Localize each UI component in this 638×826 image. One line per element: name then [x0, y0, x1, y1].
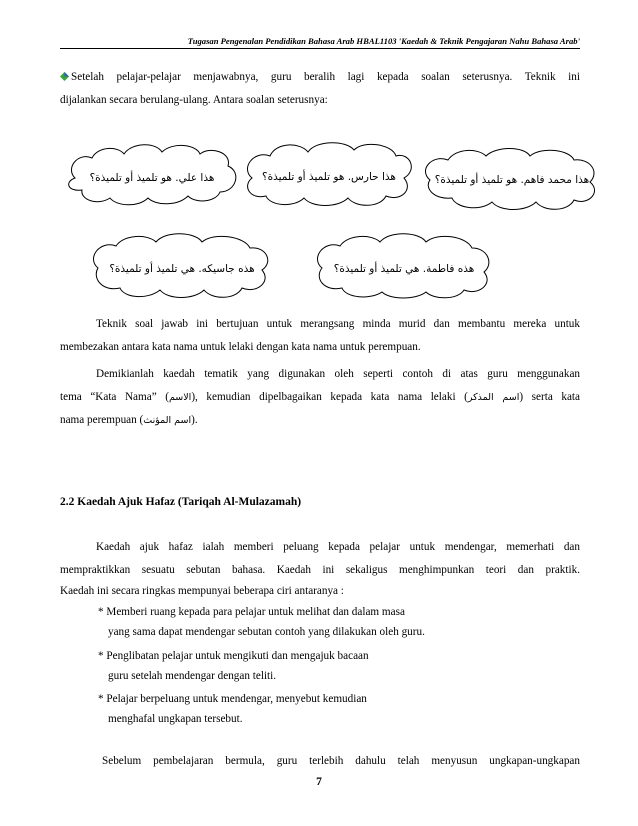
arabic-term-muannath: اسم المؤنث [143, 415, 192, 426]
svg-text:هذا محمد فاهم. هو تلميذ أو تلم: هذا محمد فاهم. هو تلميذ أو تلميذة؟ [434, 174, 590, 186]
paragraph-demikian [60, 363, 580, 433]
teknik-line-2: membezakan antara kata nama untuk lelaki dengan kata nama untuk perempuan. [60, 340, 421, 353]
kaedah-line-2: mempraktikkan sesuatu sebutan bahasa. Kaedah ini sekaligus menghimpunkan teori dan praktik. [60, 563, 580, 576]
kaedah-line-3: Kaedah ini secara ringkas mempunyai beberapa ciri antaranya : [60, 585, 344, 597]
cloud-2 [247, 143, 411, 206]
paragraph-sebelum [60, 750, 580, 773]
bullet-item-3: * Pelajar berpeluang untuk mendengar, menyebut kemudian menghafal ungkapan tersebut. [98, 693, 367, 725]
page-number: 7 [316, 776, 322, 788]
cloud-1 [69, 145, 236, 205]
paragraph-kaedah [60, 536, 580, 601]
bullet-item-1: * Memberi ruang kepada para pelajar untuk melihat dan dalam masa yang sama dapat mendengar sebutan contoh yang dilakukan oleh guru. [98, 606, 425, 638]
bullet-item-2: * Penglibatan pelajar untuk mengikuti dan mengajuk bacaan guru setelah mendengar dengan teliti. [98, 650, 369, 682]
arabic-term-muzakkar: اسم المذكر [467, 391, 520, 403]
teknik-line-1: Teknik soal jawab ini bertujuan untuk merangsang minda murid dan membantu mereka untuk [96, 318, 580, 330]
running-header: Tugasan Pengenalan Pendidikan Bahasa Arab HBAL1103 'Kaedah & Teknik Pengajaran Nahu Bahasa Arab' [60, 36, 580, 49]
thought-clouds [0, 0, 638, 300]
svg-text:هذه جاسيكه. هي تلميذ أو تلميذة: هذه جاسيكه. هي تلميذ أو تلميذة؟ [109, 263, 255, 275]
arabic-term-isim: الاسم [168, 391, 192, 403]
demikian-line-1: Demikianlah kaedah tematik yang digunakan oleh seperti contoh di atas guru menggunakan [96, 368, 580, 380]
kaedah-line-1: Kaedah ajuk hafaz ialah memberi peluang kepada pelajar untuk mendengar, memerhati dan [96, 541, 580, 553]
svg-text:هذا علي. هو تلميذ أو تلميذة؟: هذا علي. هو تلميذ أو تلميذة؟ [89, 172, 215, 184]
svg-text:هذه فاطمة. هي تلميذ أو تلميذة؟: هذه فاطمة. هي تلميذ أو تلميذة؟ [333, 263, 475, 275]
sebelum-line-1: Sebelum pembelajaran bermula, guru terlebih dahulu telah menyusun ungkapan-ungkapan [102, 755, 580, 767]
intro-line-2: dijalankan secara berulang-ulang. Antara soalan seterusnya: [60, 93, 328, 106]
cloud-3 [425, 149, 594, 210]
demikian-line-2: tema “Kata Nama” (الاسم), kemudian dipelbagaikan kepada kata nama lelaki (اسم المذكر) serta kata [60, 390, 580, 403]
demikian-line-3: nama perempuan (اسم المؤنث). [60, 414, 198, 426]
svg-text:هذا حارس. هو تلميذ أو تلميذة؟: هذا حارس. هو تلميذ أو تلميذة؟ [262, 171, 396, 183]
paragraph-teknik [60, 313, 580, 358]
cloud-5 [317, 234, 488, 298]
section-heading: 2.2 Kaedah Ajuk Hafaz (Tariqah Al-Mulazamah) [60, 496, 302, 508]
intro-line-1: Setelah pelajar-pelajar menjawabnya, guru beralih lagi kepada soalan seterusnya. Teknik ini [60, 66, 580, 89]
cloud-4 [93, 234, 267, 298]
